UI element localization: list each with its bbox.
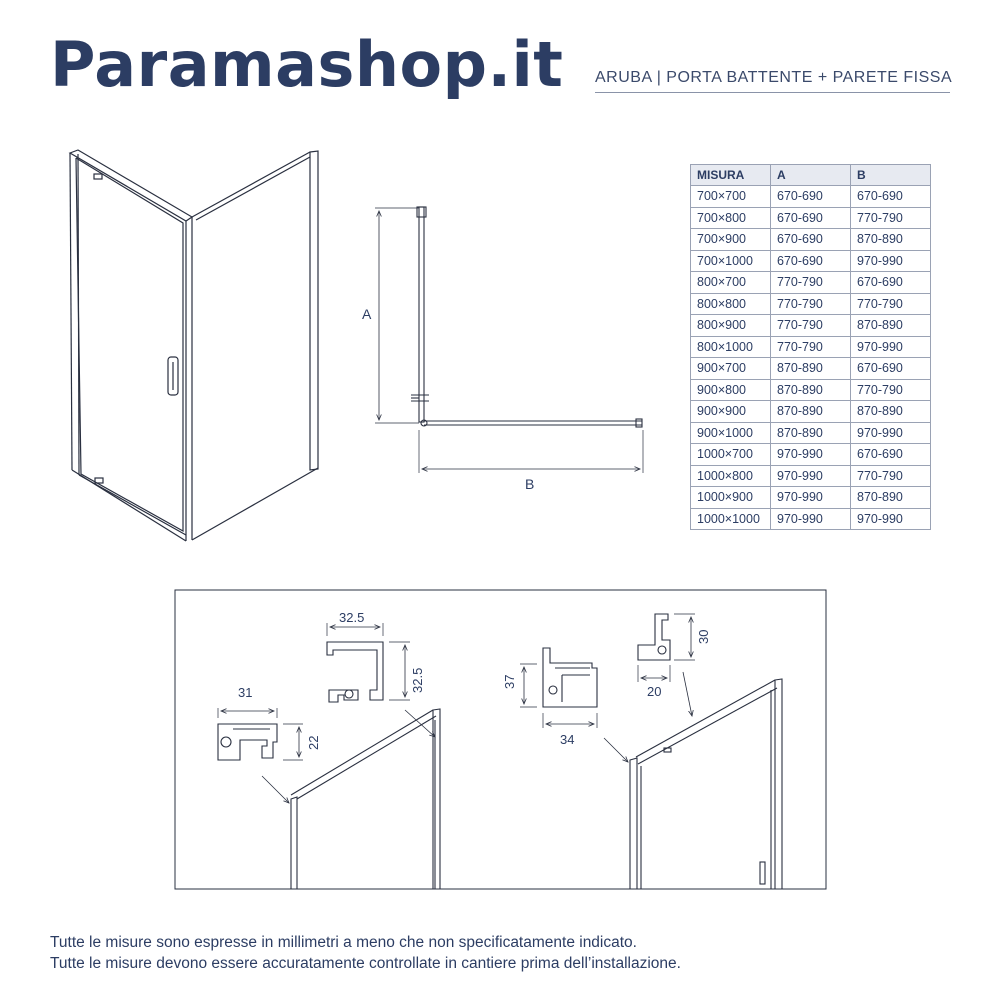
cell-b: 870-890 — [851, 401, 931, 423]
table-row — [691, 379, 931, 401]
table-row — [691, 422, 931, 444]
door-top-frame — [70, 150, 192, 221]
cell-b: 770-790 — [851, 207, 931, 229]
table-row — [691, 315, 931, 337]
profile-4-section — [638, 614, 695, 682]
cell-a: 770-790 — [771, 272, 851, 294]
profile-1-height: 22 — [306, 735, 321, 750]
plan-fixed-panel — [419, 207, 424, 422]
profile-3-height: 37 — [502, 674, 517, 689]
enclosure-isometric-view — [70, 150, 318, 541]
profile-details-frame — [175, 590, 826, 889]
product-subtitle: ARUBA | PORTA BATTENTE + PARETE FISSA — [595, 69, 953, 86]
cell-misura: 700×800 — [691, 207, 771, 229]
cell-b: 770-790 — [851, 465, 931, 487]
table-row — [691, 250, 931, 272]
cell-misura: 800×900 — [691, 315, 771, 337]
table-row — [691, 336, 931, 358]
footer-notes — [50, 932, 681, 974]
profile-3-section — [520, 648, 597, 728]
profile-4-height: 30 — [696, 629, 711, 644]
profile-2-section — [327, 623, 410, 702]
cell-a: 870-890 — [771, 358, 851, 380]
dimension-label-b: B — [525, 476, 535, 492]
profile-1-width: 31 — [238, 685, 253, 700]
cell-b: 770-790 — [851, 293, 931, 315]
cell-b: 970-990 — [851, 250, 931, 272]
column-header-a: A — [771, 165, 851, 186]
cell-a: 870-890 — [771, 401, 851, 423]
cell-misura: 800×700 — [691, 272, 771, 294]
cell-a: 970-990 — [771, 465, 851, 487]
cell-misura: 1000×1000 — [691, 508, 771, 530]
cell-a: 670-690 — [771, 186, 851, 208]
table-row — [691, 272, 931, 294]
cell-misura: 800×800 — [691, 293, 771, 315]
table-row — [691, 508, 931, 530]
cell-misura: 900×700 — [691, 358, 771, 380]
cell-misura: 700×1000 — [691, 250, 771, 272]
profile-2-height: 32.5 — [410, 667, 425, 693]
table-row — [691, 444, 931, 466]
table-row — [691, 487, 931, 509]
profile-1-section — [218, 708, 303, 760]
profile-3-width: 34 — [560, 732, 575, 747]
table-row — [691, 358, 931, 380]
table-row — [691, 229, 931, 251]
size-table — [690, 164, 931, 530]
plan-view — [375, 207, 643, 473]
cell-b: 970-990 — [851, 422, 931, 444]
cell-a: 970-990 — [771, 444, 851, 466]
cell-misura: 900×1000 — [691, 422, 771, 444]
cell-a: 870-890 — [771, 379, 851, 401]
profile-2-width: 32.5 — [339, 610, 365, 625]
right-panel-sketch — [604, 672, 782, 889]
table-row — [691, 465, 931, 487]
table-row — [691, 293, 931, 315]
cell-misura: 700×900 — [691, 229, 771, 251]
column-header-misura: MISURA — [691, 165, 771, 186]
cell-misura: 1000×900 — [691, 487, 771, 509]
cell-b: 670-690 — [851, 186, 931, 208]
cell-misura: 700×700 — [691, 186, 771, 208]
cell-b: 670-690 — [851, 444, 931, 466]
brand-logo: Paramashop.it — [50, 28, 564, 101]
size-table-header-row — [691, 165, 931, 186]
cell-a: 670-690 — [771, 250, 851, 272]
table-row — [691, 401, 931, 423]
cell-b: 870-890 — [851, 315, 931, 337]
cell-b: 970-990 — [851, 336, 931, 358]
cell-a: 870-890 — [771, 422, 851, 444]
cell-misura: 1000×800 — [691, 465, 771, 487]
profile-4-width: 20 — [647, 684, 662, 699]
dimension-label-a: A — [362, 306, 372, 322]
cell-misura: 1000×700 — [691, 444, 771, 466]
door-hinge — [94, 174, 102, 179]
footer-note-line: Tutte le misure devono essere accuratamente controllate in cantiere prima dell’installazione. — [50, 955, 681, 972]
cell-a: 670-690 — [771, 207, 851, 229]
cell-b: 670-690 — [851, 272, 931, 294]
cell-misura: 900×800 — [691, 379, 771, 401]
cell-b: 870-890 — [851, 487, 931, 509]
cell-b: 970-990 — [851, 508, 931, 530]
cell-b: 670-690 — [851, 358, 931, 380]
cell-a: 770-790 — [771, 315, 851, 337]
column-header-b: B — [851, 165, 931, 186]
side-panel-wall-profile — [310, 151, 318, 470]
cell-a: 770-790 — [771, 293, 851, 315]
cell-misura: 900×900 — [691, 401, 771, 423]
cell-misura: 800×1000 — [691, 336, 771, 358]
cell-b: 770-790 — [851, 379, 931, 401]
cell-a: 970-990 — [771, 487, 851, 509]
cell-a: 970-990 — [771, 508, 851, 530]
cell-a: 770-790 — [771, 336, 851, 358]
size-table-body — [691, 186, 931, 530]
footer-note-line: Tutte le misure sono espresse in millimetri a meno che non specificatamente indicato. — [50, 934, 637, 951]
cell-b: 870-890 — [851, 229, 931, 251]
table-row — [691, 186, 931, 208]
left-panel-sketch — [262, 709, 440, 889]
table-row — [691, 207, 931, 229]
cell-a: 670-690 — [771, 229, 851, 251]
